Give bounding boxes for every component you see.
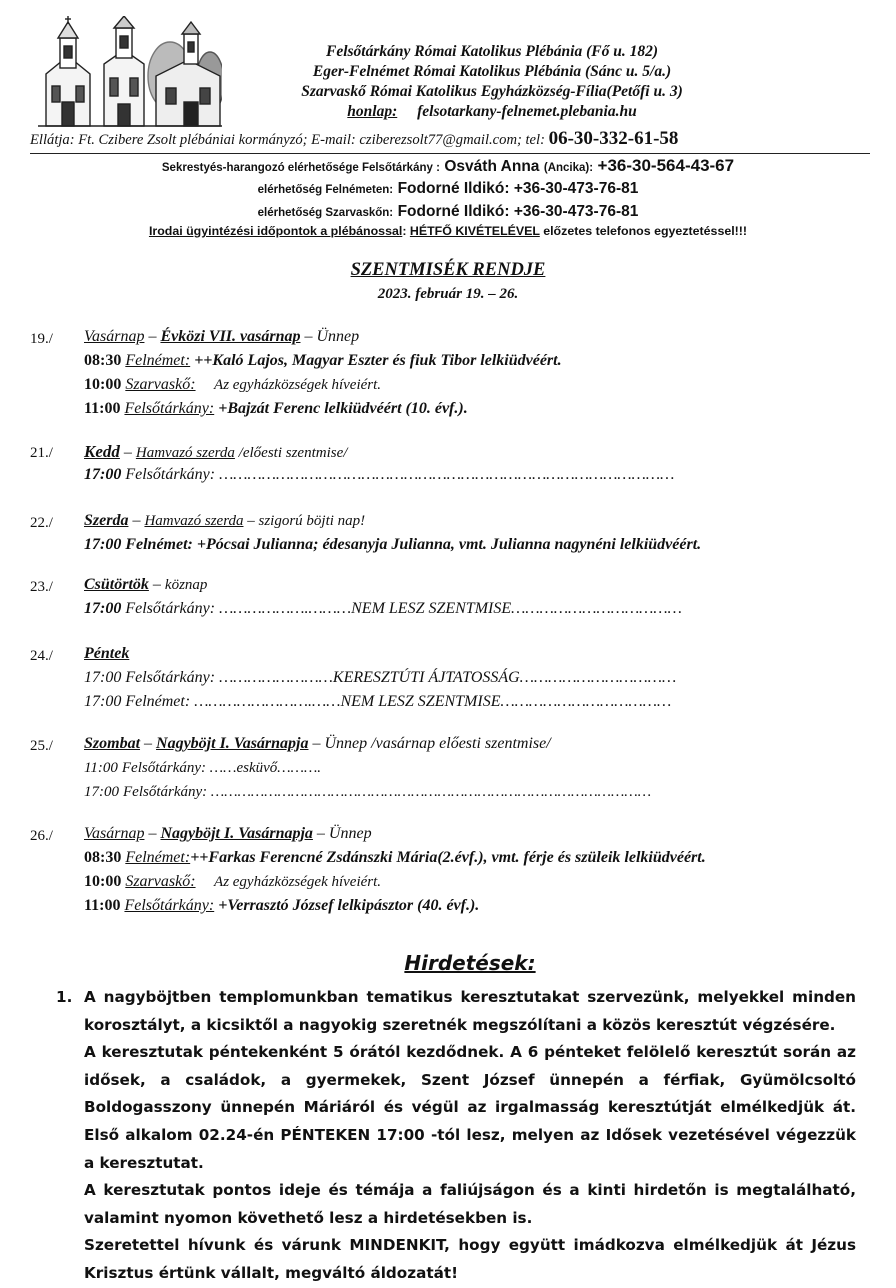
sacristan-contact [0,156,896,176]
mass-entry [84,669,676,687]
office-hours-colon: : [402,224,410,238]
mass-time: 08:30 [84,352,122,369]
header-divider [30,153,870,154]
contact-phone: 06-30-332-61-58 [548,128,679,149]
announcement-number: 1. [56,988,73,1006]
mass-intention: ++Kaló Lajos, Magyar Eszter és fiuk Tibor lelkiüdvéért. [190,352,562,369]
day-name: Csütörtök [84,576,149,593]
day-feast-rest: – Ünnep [312,825,372,842]
day-feast-rest: – Ünnep [300,328,360,345]
day-feast-rest: – Ünnep /vasárnap előesti szentmise/ [308,735,551,752]
announcement-paragraph: Szeretettel hívunk és várunk MINDENKIT, hogy együtt imádkozva elmélkedjük át Jézus Krisztus értünk vállalt, megváltó áldozatát! [84,1236,856,1282]
szarvasko-contact-label: elérhetőség Szarvaskőn: [257,207,394,219]
parish-line-3: Szarvaskő Római Katolikus Egyházközség-Fília(Petőfi u. 3) [301,83,683,100]
office-hours-exception: HÉTFŐ KIVÉTELÉVEL [409,224,540,238]
day-name: Vasárnap [84,825,145,842]
day-feast-rest: /előesti szentmise/ [234,445,348,461]
mass-time: 10:00 [84,873,122,890]
day-separator: – [148,576,165,593]
day-number: 25./ [30,738,53,754]
mass-entry [84,536,701,554]
mass-place: Felsőtárkány: [125,466,216,483]
day-separator: – [128,512,145,529]
mass-intention: ……………………………………………………………………………………… [207,784,652,800]
mass-intention: Az egyházközségek híveiért. [195,874,382,890]
mass-time: 17:00 [84,669,122,686]
announcement-item [84,984,856,1288]
mass-time: 17:00 [84,693,122,710]
mass-time: 17:00 [84,784,119,800]
day-separator: – [144,825,161,842]
mass-entry [84,400,468,418]
day-number: 26./ [30,828,53,844]
announcement-paragraph: A keresztutak péntekenként 5 órától kezdődnek. A 6 pénteket felölelő keresztút során az idősek, a családok, a gyermekek, Szent József ünnepén a férfiak, Gyümölcsoltó Boldogasszony ünnepén Máriáról és végül az irgalmasság keresztútját elmélkedjük át. Első alkalom 02.24-én PÉNTEKEN 17:00 -tól lesz, melyen az Idősek vezetésével végezzük a keresztutat. [84,1043,856,1172]
office-hours-note: előzetes telefonos egyeztetéssel!!! [539,224,748,238]
day-feast-rest: – szigorú böjti nap! [243,513,366,529]
mass-time: 11:00 [84,760,118,776]
mass-entry [84,759,321,777]
mass-place: Szarvaskő: [125,376,196,393]
mass-time: 17:00 [84,466,122,483]
mass-place: Szarvaskő: [125,873,196,890]
mass-entry [84,783,651,801]
day-feast: Nagyböjt I. Vasárnapja [160,825,313,842]
felnemet-contact-value: Fodorné Ildikó: +36-30-473-76-81 [397,180,639,197]
day-name: Vasárnap [84,328,145,345]
day-feast: Nagyböjt I. Vasárnapja [156,735,309,752]
mass-entry [84,352,562,370]
mass-entry [84,376,381,394]
mass-place: Felsőtárkány: [121,760,207,776]
office-hours-label: Irodai ügyintézési időpontok a plébánossal [148,224,403,238]
mass-intention: ++Farkas Ferencné Zsdánszki Mária(2.évf.), vmt. férje és szüleik lelkiüdvéért. [190,849,706,866]
mass-time: 11:00 [84,897,121,914]
mass-place: Felsőtárkány: [125,669,216,686]
mass-intention: +Bajzát Ferenc lelkiüdvéért (10. évf.). [214,400,468,417]
mass-intention: ……………………KERESZTÚTI ÁJTATOSSÁG…………………………… [215,669,677,686]
day-heading [84,512,365,530]
contact-text: Ellátja: Ft. Czibere Zsolt plébániai kormányzó; E-mail: cziberezsolt77@gmail.com; tel: [30,132,545,148]
day-name: Szombat [84,735,141,752]
parish-header [232,42,752,122]
day-heading [84,825,372,843]
mass-entry [84,693,671,711]
mass-entry [84,849,706,867]
schedule-title: SZENTMISÉK RENDJE [350,260,546,280]
felnemet-contact [0,180,896,198]
day-number: 23./ [30,579,53,595]
priest-contact [30,128,870,150]
mass-place: Felsőtárkány: [125,600,216,617]
day-heading [84,576,207,594]
homepage-label: honlap: [347,103,398,120]
szarvasko-contact [0,203,896,221]
mass-time: 10:00 [84,376,122,393]
mass-time: 11:00 [84,400,121,417]
mass-intention: +Pócsai Julianna; édesanyja Julianna, vmt. Julianna nagynéni lelkiüdvéért. [192,536,702,553]
day-feast-rest: köznap [164,577,208,593]
felnemet-contact-label: elérhetőség Felnémeten: [257,184,394,196]
day-number: 24./ [30,648,53,664]
day-name: Péntek [84,645,130,662]
day-separator: – [144,328,161,345]
day-number: 22./ [30,515,53,531]
mass-place: Felsőtárkány: [123,784,208,800]
sacristan-label: Sekrestyés-harangozó elérhetősége Felsőtárkány : [161,162,440,174]
sacristan-name: Osváth Anna [444,158,540,175]
mass-intention: ……………….………NEM LESZ SZENTMISE……………………………… [215,600,682,617]
mass-place: Felnémet: [125,352,191,369]
mass-intention: +Verrasztó József lelkipásztor (40. évf.). [214,897,480,914]
mass-time: 17:00 [84,536,122,553]
day-name: Szerda [84,512,129,529]
announcements-title: Hirdetések: [404,951,536,975]
church-logo [38,16,222,128]
day-feast: Hamvazó szerda [144,513,244,529]
day-heading [84,645,129,663]
day-separator: – [140,735,157,752]
day-feast: Évközi VII. vasárnap [160,328,301,345]
mass-intention: …………………………………………………………………………………… [215,466,675,483]
mass-place: Felnémet: [125,693,191,710]
parish-line-1: Felsőtárkány Római Katolikus Plébánia (Fő u. 182) [326,43,658,60]
szarvasko-contact-value: Fodorné Ildikó: +36-30-473-76-81 [397,203,639,220]
sacristan-phone: +36-30-564-43-67 [597,156,735,175]
day-heading [84,442,347,462]
mass-place: Felnémet: [125,849,191,866]
announcement-paragraph: A keresztutak pontos ideje és témája a faliújságon és a kinti hirdetőn is megtalálható, valamint nyomon követhető lesz a hirdetésekben is. [84,1181,856,1227]
day-number: 21./ [30,445,53,461]
mass-place: Felnémet: [125,536,193,553]
announcement-paragraph: A nagyböjtben templomunkban tematikus keresztutakat szervezünk, melyekkel minden korosztályt, a kicsiktől a nagyokig szeretnék megszólítani a közös keresztút végzésére. [84,988,856,1034]
mass-entry [84,873,381,891]
mass-intention: …………………….……NEM LESZ SZENTMISE……………………………… [190,693,672,710]
homepage-link[interactable]: felsotarkany-felnemet.plebania.hu [417,103,637,120]
day-name: Kedd [84,442,120,461]
mass-place: Felsőtárkány: [124,897,215,914]
mass-intention: Az egyházközségek híveiért. [195,377,382,393]
mass-time: 17:00 [84,600,122,617]
mass-intention: ……esküvő………. [206,760,322,776]
day-heading [84,735,551,753]
day-heading [84,328,359,346]
mass-entry [84,897,479,915]
mass-entry [84,600,682,618]
day-number: 19./ [30,331,53,347]
office-hours [0,224,896,238]
mass-entry [84,466,674,484]
day-separator: – [119,444,136,461]
schedule-date-range: 2023. február 19. – 26. [377,286,519,302]
mass-place: Felsőtárkány: [124,400,215,417]
mass-time: 08:30 [84,849,122,866]
day-feast: Hamvazó szerda [135,445,235,461]
sacristan-nickname: (Ancika): [543,162,594,174]
parish-line-2: Eger-Felnémet Római Katolikus Plébánia (Sánc u. 5/a.) [312,63,672,80]
